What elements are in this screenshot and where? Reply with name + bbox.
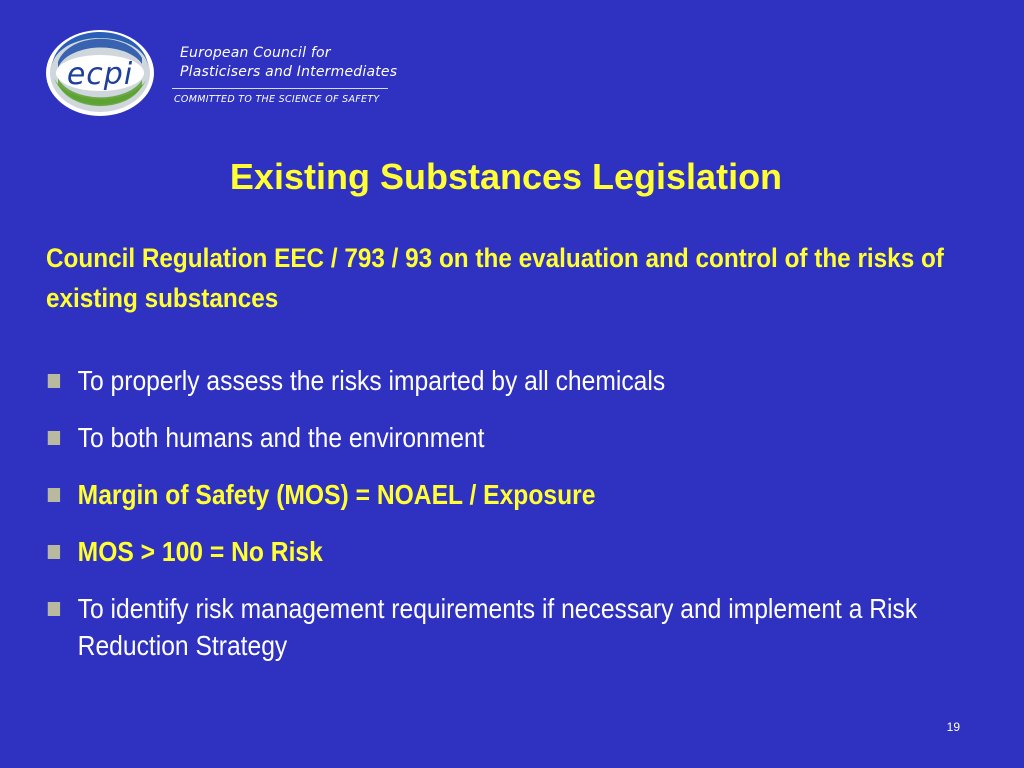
header-divider	[172, 88, 388, 89]
bullet-text: To properly assess the risks imparted by all chemicals	[77, 365, 666, 396]
bullet-text: MOS > 100 = No Risk	[77, 536, 323, 567]
square-bullet-icon	[48, 374, 60, 388]
tagline: COMMITTED TO THE SCIENCE OF SAFETY	[174, 94, 380, 105]
page-number: 19	[946, 720, 960, 734]
bullet-item	[46, 419, 979, 456]
bullet-item-highlight	[46, 476, 979, 513]
org-name-line2: Plasticisers and Intermediates	[180, 64, 398, 80]
square-bullet-icon	[48, 545, 60, 559]
bullet-item	[46, 362, 979, 399]
square-bullet-icon	[48, 488, 60, 502]
bullet-text: To identify risk management requirements if necessary and implement a Risk Reduction Strategy	[77, 593, 918, 661]
org-name	[180, 44, 397, 82]
org-name-line1: European Council for	[180, 45, 331, 61]
ecpi-logo-icon	[44, 28, 156, 118]
slide-subtitle: Council Regulation EEC / 793 / 93 on the evaluation and control of the risks of existing substances	[46, 243, 944, 313]
bullet-list	[46, 362, 979, 684]
square-bullet-icon	[48, 431, 60, 445]
square-bullet-icon	[48, 602, 60, 616]
logo-text: ecpi	[66, 57, 134, 92]
bullet-item-highlight	[46, 533, 979, 570]
bullet-item	[46, 590, 979, 664]
bullet-text: Margin of Safety (MOS) = NOAEL / Exposure	[77, 479, 596, 510]
slide-title: Existing Substances Legislation	[229, 156, 783, 197]
bullet-text: To both humans and the environment	[77, 422, 485, 453]
